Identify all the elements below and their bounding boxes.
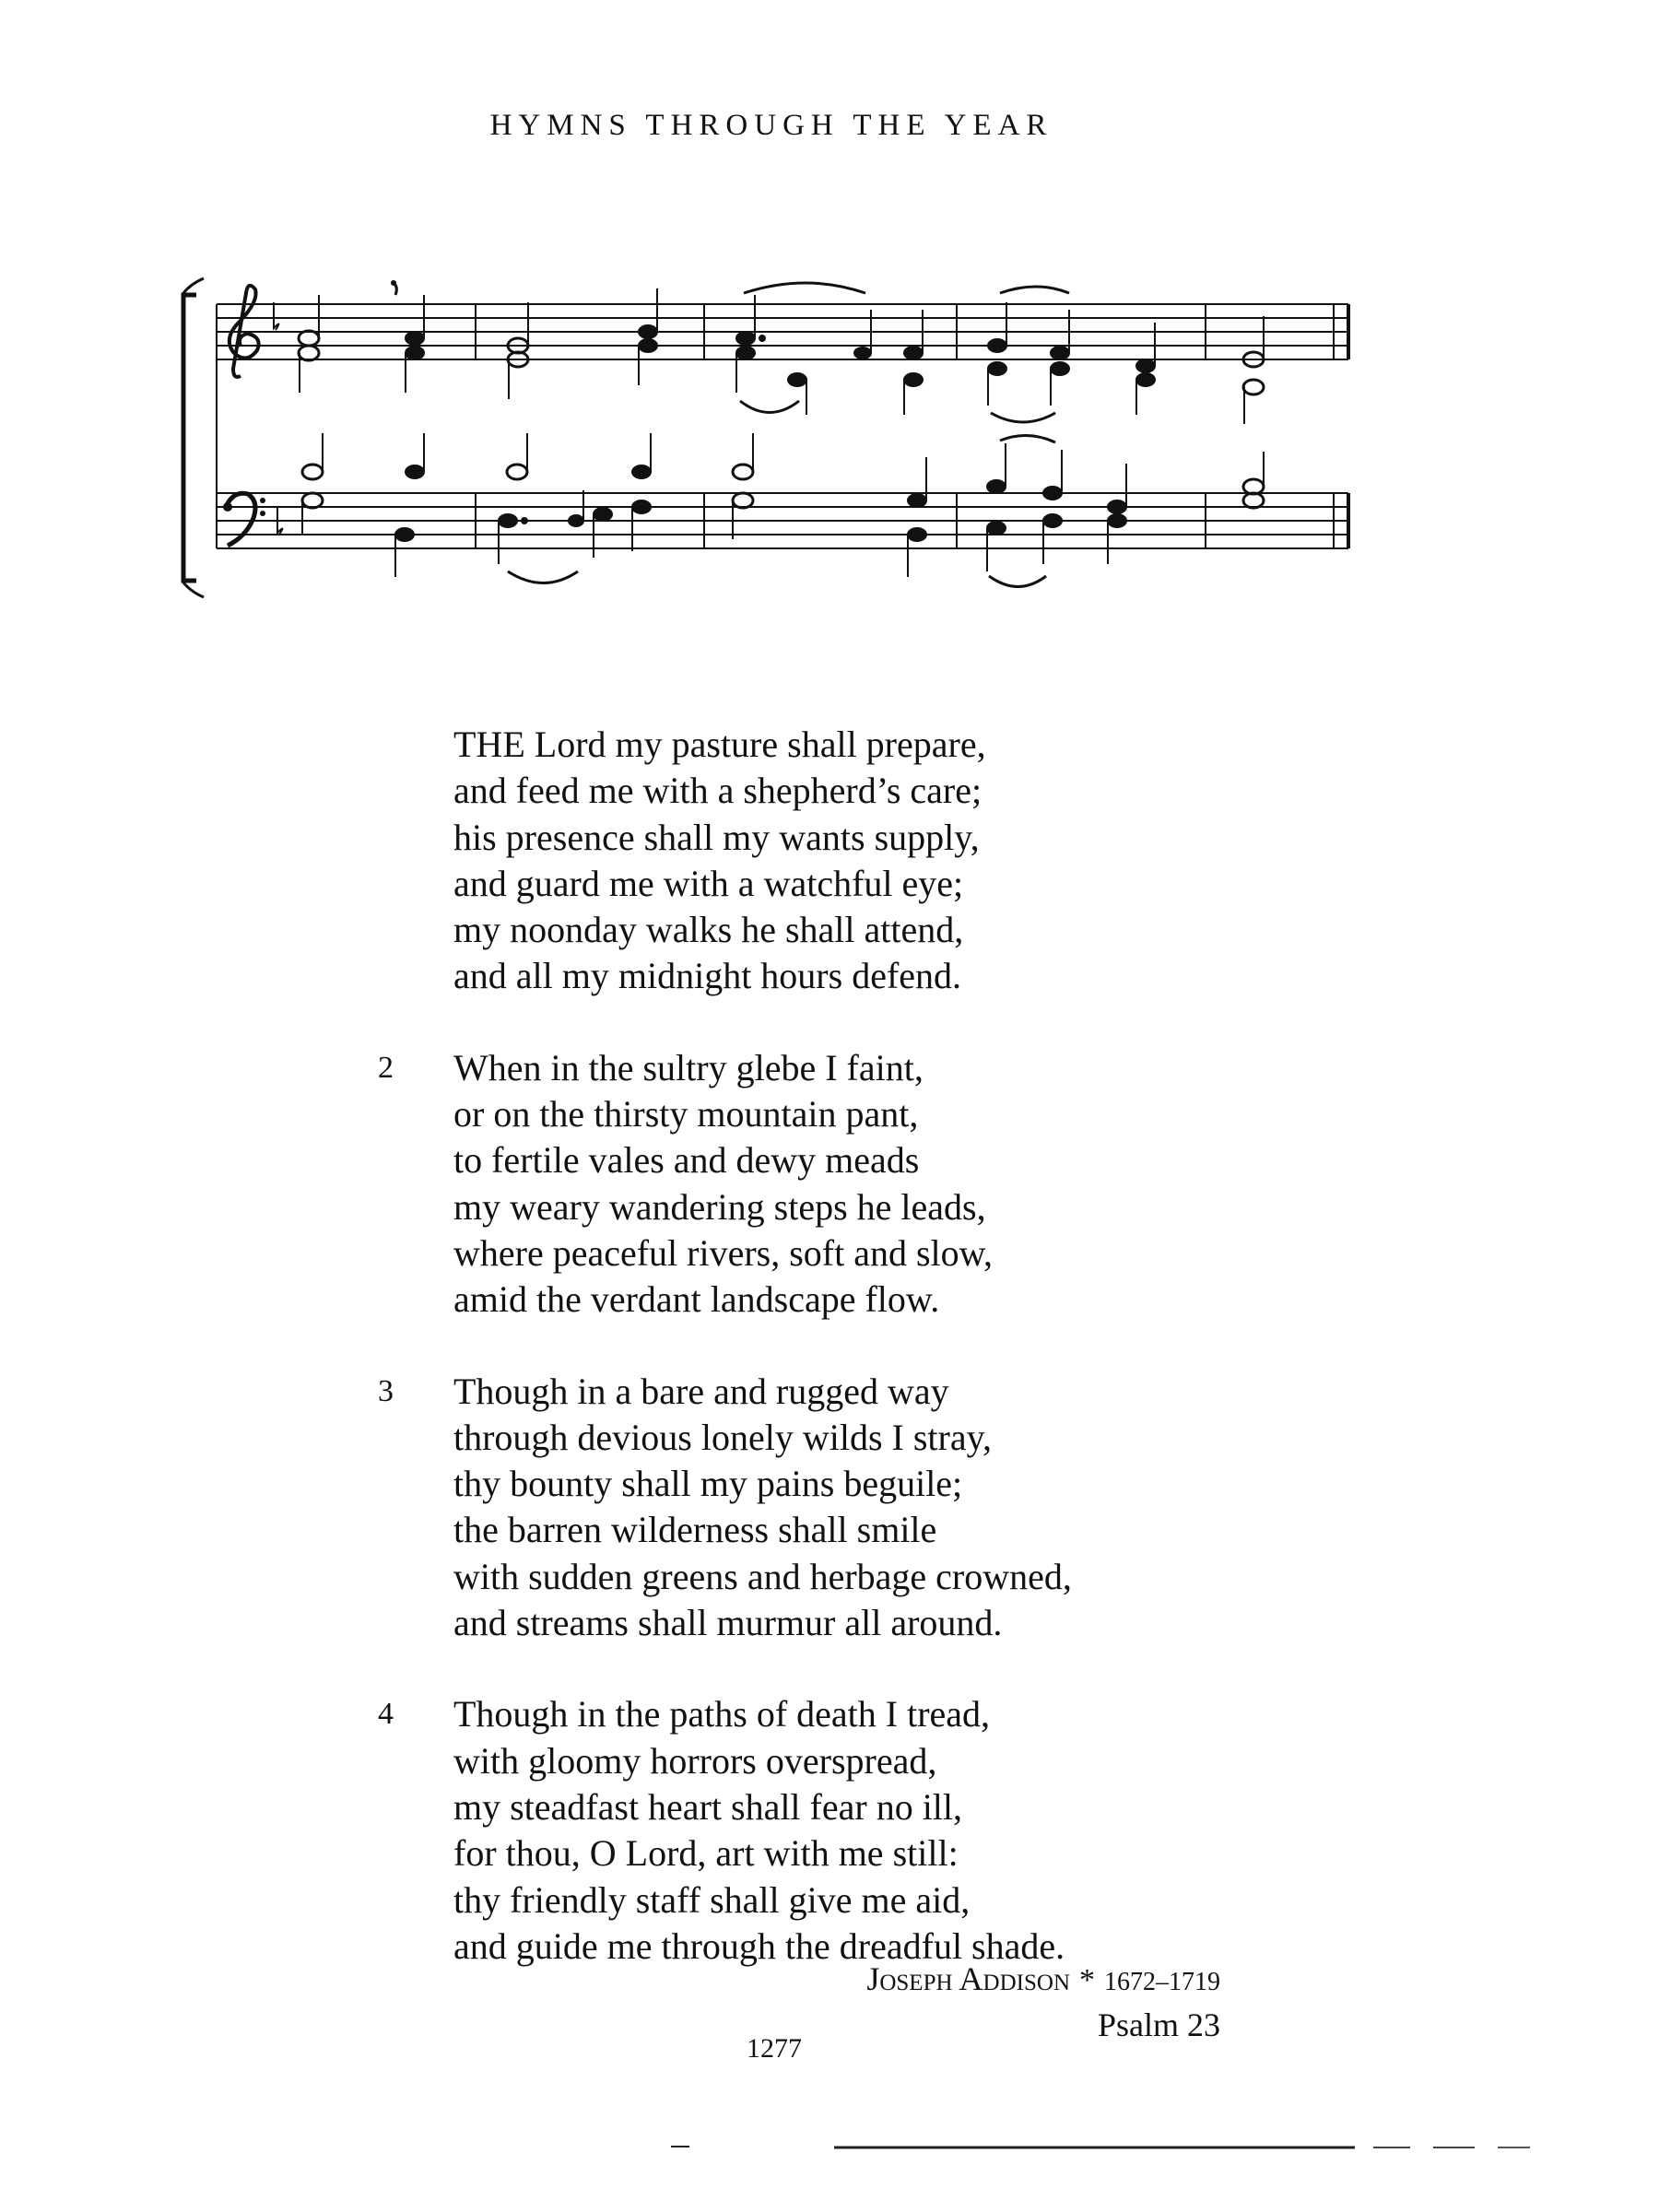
- verse-line: Though in the paths of death I tread,: [453, 1693, 991, 1735]
- author-dates: 1672–1719: [1104, 1968, 1220, 1996]
- barlines: [217, 304, 1348, 548]
- verse-line: amid the verdant landscape flow.: [453, 1278, 940, 1321]
- bass-ties: [508, 435, 1055, 586]
- attribution: [645, 1958, 1220, 2046]
- verse-line: my steadfast heart shall fear no ill,: [453, 1785, 963, 1828]
- verse-1: [378, 722, 1300, 1000]
- breath-mark-icon: [391, 280, 396, 295]
- treble-staff: [217, 304, 1348, 359]
- verse-line: or on the thirsty mountain pant,: [453, 1093, 919, 1135]
- key-signature-flat-icon: [274, 302, 283, 535]
- verse-line: and streams shall murmur all around.: [453, 1602, 1003, 1644]
- verse-line: and guard me with a watchful eye;: [453, 862, 964, 904]
- verse-line: thy bounty shall my pains beguile;: [453, 1463, 963, 1505]
- verse-line: his presence shall my wants supply,: [453, 816, 980, 858]
- scan-edge-marks: [0, 2138, 1659, 2157]
- verse-number: 2: [378, 1050, 394, 1085]
- verse-line: and all my midnight hours defend.: [453, 955, 962, 997]
- verse-line: with sudden greens and herbage crowned,: [453, 1555, 1072, 1597]
- page-number: 1277: [747, 2033, 802, 2064]
- verse-line: Though in a bare and rugged way: [453, 1370, 949, 1412]
- bass-notes: [302, 433, 1264, 577]
- verse-line: where peaceful rivers, soft and slow,: [453, 1231, 993, 1274]
- star-marker: *: [1079, 1963, 1095, 1997]
- bass-clef-icon: [223, 493, 265, 546]
- bass-staff: [217, 493, 1348, 548]
- verse-4: [378, 1691, 1300, 1970]
- running-head: HYMNS THROUGH THE YEAR: [489, 109, 1053, 142]
- verse-line: When in the sultry glebe I faint,: [453, 1046, 924, 1088]
- verse-line: with gloomy horrors overspread,: [453, 1739, 937, 1782]
- system-bracket: [183, 278, 204, 597]
- verse-line: through devious lonely wilds I stray,: [453, 1416, 993, 1458]
- verse-line: and feed me with a shepherd’s care;: [453, 770, 982, 812]
- verse-line: my weary wandering steps he leads,: [453, 1185, 986, 1228]
- verse-line: THE Lord my pasture shall prepare,: [453, 724, 986, 765]
- verse-line: to fertile vales and dewy meads: [453, 1139, 920, 1182]
- verse-number: 4: [378, 1697, 394, 1732]
- music-score: [180, 276, 1364, 618]
- verse-2: [378, 1045, 1300, 1324]
- treble-notes: [299, 288, 1264, 424]
- verse-line: and guide me through the dreadful shade.: [453, 1924, 1065, 1967]
- verse-line: for thou, O Lord, art with me still:: [453, 1832, 959, 1875]
- author-line: [645, 1958, 1220, 2004]
- hymn-text: [378, 722, 1300, 2015]
- verse-line: the barren wilderness shall smile: [453, 1509, 937, 1551]
- verse-line: thy friendly staff shall give me aid,: [453, 1878, 971, 1921]
- author-name: Joseph Addison: [866, 1960, 1070, 1997]
- verse-line: my noonday walks he shall attend,: [453, 909, 964, 951]
- scripture-source: Psalm 23: [1097, 2006, 1220, 2043]
- verse-3: [378, 1369, 1300, 1647]
- verse-number: 3: [378, 1373, 394, 1408]
